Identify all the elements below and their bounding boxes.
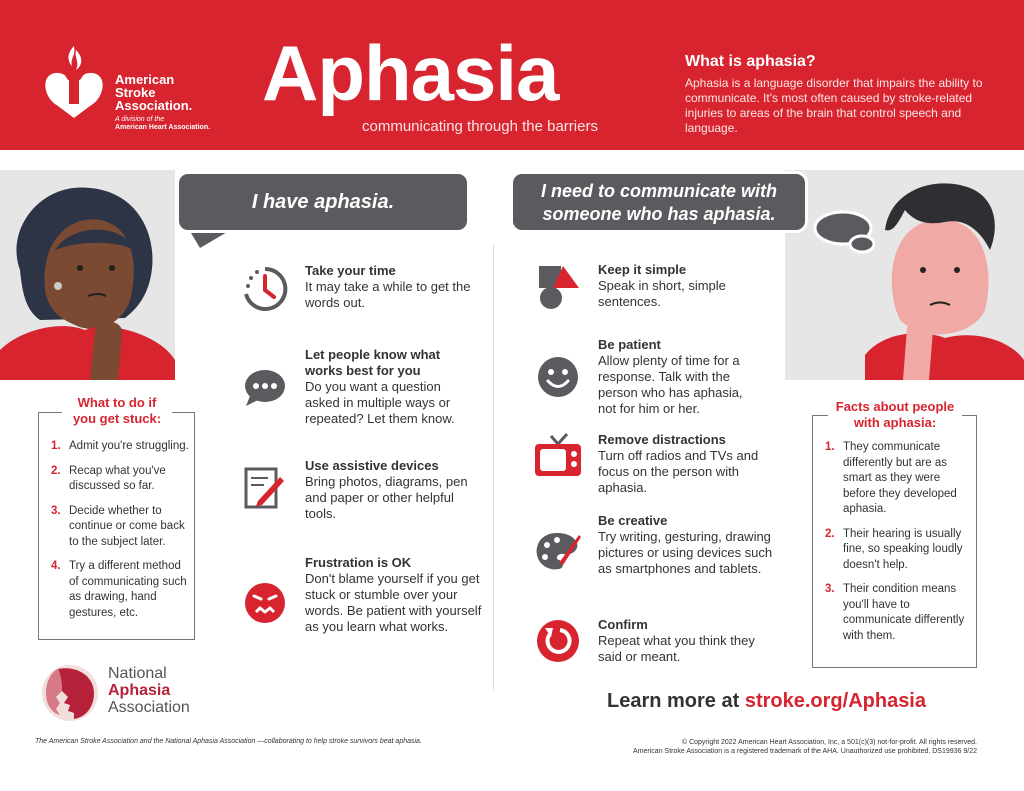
page-title: Aphasia bbox=[262, 29, 559, 117]
i-have-aphasia-bubble bbox=[176, 171, 470, 233]
tip-text: Try writing, gesturing, drawing pictures or using devices such as smartphones and tablets. bbox=[598, 529, 773, 576]
tip-text: Bring photos, diagrams, pen and paper or other helpful tools. bbox=[305, 474, 468, 521]
tip-text: It may take a while to get the words out. bbox=[305, 279, 471, 310]
tv-icon bbox=[533, 432, 583, 482]
naa-line1: National bbox=[108, 665, 167, 682]
learn-more-link[interactable]: stroke.org/Aphasia bbox=[744, 690, 926, 712]
tip-text: Repeat what you think they said or meant. bbox=[598, 633, 755, 664]
list-item: 2. Recap what you've discussed so far. bbox=[51, 464, 166, 492]
tip-keep-it-simple bbox=[598, 262, 778, 310]
asa-logo[interactable] bbox=[40, 40, 230, 135]
list-item: 4. Try a different method of communicating such as drawing, hand gestures, etc. bbox=[51, 560, 187, 619]
title-block bbox=[262, 28, 662, 148]
stuck-list bbox=[51, 439, 191, 630]
tip-title: Confirm bbox=[598, 617, 648, 632]
org-parent: American Heart Association. bbox=[115, 124, 211, 131]
tip-title: Keep it simple bbox=[598, 262, 687, 277]
tip-text: Turn off radios and TVs and focus on the person with aphasia. bbox=[598, 448, 759, 495]
naa-logo[interactable] bbox=[38, 663, 208, 723]
naa-line3: Association bbox=[108, 699, 190, 716]
list-item: 1. They communicate differently but are as smart as they were before they developed aphasia. bbox=[825, 441, 957, 515]
frustrated-face-icon bbox=[240, 578, 290, 628]
tip-text: Do you want a question asked in multiple ways or repeated? Let them know. bbox=[305, 379, 455, 426]
copyright-line: © Copyright 2022 American Heart Association, Inc, a 501(c)(3) not-for-profit. All rights reserved. bbox=[681, 739, 977, 746]
org-division-line: A division of the bbox=[115, 116, 165, 123]
naa-line2: Aphasia bbox=[108, 682, 171, 699]
footer-copyright bbox=[633, 738, 977, 756]
tip-let-people-know bbox=[305, 347, 475, 427]
shapes-icon bbox=[533, 262, 583, 312]
trademark-line: American Stroke Association is a registered trademark of the AHA. Unauthorized use prohibited. DS19936 9/22 bbox=[633, 748, 977, 755]
tip-title: Let people know what works best for you bbox=[305, 347, 441, 378]
list-item: 3. Their condition means you'll have to communicate differently with them. bbox=[825, 583, 965, 642]
naa-name bbox=[108, 665, 190, 716]
woman-illustration bbox=[0, 170, 175, 380]
i-need-to-communicate-bubble bbox=[510, 171, 808, 233]
left-heading: I have aphasia. bbox=[251, 191, 395, 213]
smiley-icon bbox=[533, 352, 583, 402]
woman-thinking-icon bbox=[0, 170, 175, 380]
column-divider bbox=[493, 244, 494, 690]
right-heading: I need to communicate with someone who has aphasia. bbox=[540, 181, 778, 224]
facts-list bbox=[825, 440, 973, 653]
heart-torch-icon bbox=[40, 40, 110, 120]
tip-frustration-is-ok bbox=[305, 555, 485, 635]
clock-icon bbox=[240, 264, 290, 314]
tip-title: Use assistive devices bbox=[305, 458, 439, 473]
facts-box bbox=[812, 415, 977, 668]
what-is-text: Aphasia is a language disorder that impairs the ability to communicate. It's most often caused by stroke-related injuries to areas of the brain that control speech and language. bbox=[685, 76, 983, 135]
man-thinking-icon bbox=[785, 170, 1024, 380]
tip-be-creative bbox=[598, 513, 778, 577]
learn-more-prefix: Learn more at bbox=[607, 690, 745, 712]
tip-text: Don't blame yourself if you get stuck or stumble over your words. Be patient with yourself as you learn what works. bbox=[305, 571, 482, 634]
tip-text: Speak in short, simple sentences. bbox=[598, 278, 726, 309]
tip-take-your-time bbox=[305, 263, 485, 311]
what-is-title: What is aphasia? bbox=[685, 53, 816, 70]
palette-icon bbox=[533, 527, 583, 577]
tip-title: Be patient bbox=[598, 337, 661, 352]
header-banner bbox=[0, 0, 1024, 150]
learn-more bbox=[607, 690, 926, 713]
refresh-icon bbox=[533, 616, 583, 666]
head-profile-icon bbox=[38, 663, 102, 723]
list-item: 3. Decide whether to continue or come back to the subject later. bbox=[51, 504, 185, 548]
footer-collaboration: The American Stroke Association and the National Aphasia Association —collaborating to help stroke survivors beat aphasia. bbox=[35, 738, 422, 745]
org-name: American Stroke Association. bbox=[115, 72, 193, 113]
tip-use-assistive-devices bbox=[305, 458, 485, 522]
stuck-box bbox=[38, 412, 195, 640]
tip-title: Frustration is OK bbox=[305, 555, 412, 570]
facts-box-title: Facts about people with aphasia: bbox=[828, 399, 962, 431]
list-item: 2. Their hearing is usually fine, so speaking loudly doesn't help. bbox=[825, 527, 963, 571]
speech-dots-icon bbox=[240, 362, 290, 412]
tip-be-patient bbox=[598, 337, 763, 417]
org-division bbox=[115, 116, 235, 132]
tip-title: Remove distractions bbox=[598, 432, 726, 447]
list-item: 1. Admit you're struggling. bbox=[51, 440, 189, 452]
notepad-pen-icon bbox=[240, 463, 290, 513]
what-is-aphasia bbox=[685, 52, 995, 136]
tip-remove-distractions bbox=[598, 432, 778, 496]
stuck-box-title: What to do if you get stuck: bbox=[62, 395, 172, 427]
tip-title: Take your time bbox=[305, 263, 396, 278]
tip-confirm bbox=[598, 617, 778, 665]
tip-title: Be creative bbox=[598, 513, 668, 528]
man-illustration bbox=[785, 170, 1024, 380]
tip-text: Allow plenty of time for a response. Talk with the person who has aphasia, not for him or her. bbox=[598, 353, 743, 416]
page-subtitle: communicating through the barriers bbox=[362, 118, 598, 135]
